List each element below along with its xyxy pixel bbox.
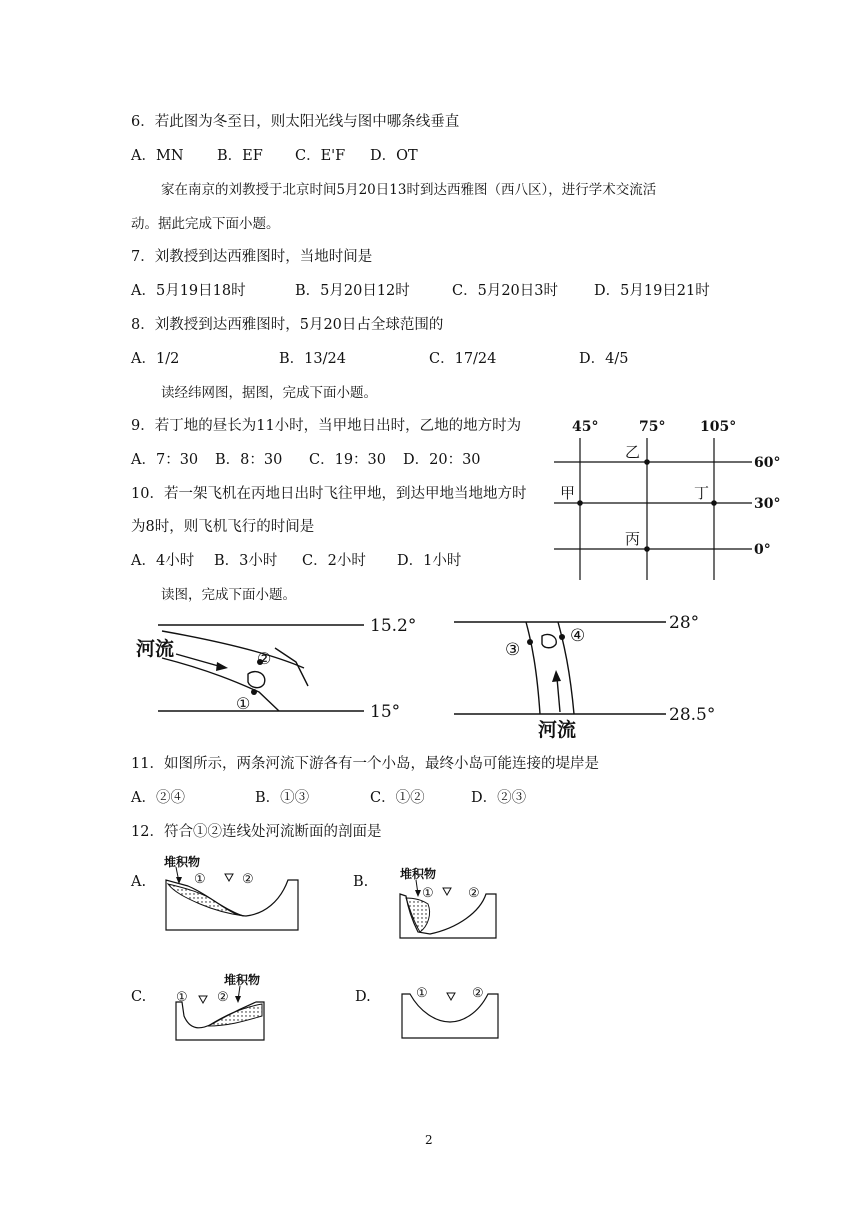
deposit-label-a: 堆积物	[164, 855, 201, 869]
mark-1-left: ①	[236, 694, 251, 713]
q10-stem-line1: 10．若一架飞机在丙地日出时飞往甲地，到达甲地当地地方时	[131, 486, 527, 502]
q11-option-b: B．①③	[255, 790, 310, 806]
mark2-d: ②	[472, 986, 484, 1001]
label-ding: 丁	[694, 484, 710, 502]
q8-option-c: C．17/24	[429, 351, 497, 367]
q9-option-c: C．19：30	[309, 452, 386, 468]
lat-label-15: 15°	[370, 702, 401, 722]
point-yi	[644, 459, 650, 465]
q7-stem: 7．刘教授到达西雅图时，当地时间是	[131, 249, 373, 265]
q10-option-b: B．3小时	[214, 553, 278, 569]
point-1-dot	[251, 689, 257, 695]
profile-c	[168, 970, 318, 1046]
q10-stem-line2: 为8时，则飞机飞行的时间是	[131, 519, 315, 535]
point-3-dot	[527, 639, 533, 645]
lat-label-28-5: 28.5°	[669, 705, 716, 725]
q8-stem: 8．刘教授到达西雅图时，5月20日占全球范围的	[131, 317, 444, 333]
mark-3-right: ③	[505, 640, 521, 660]
q9-option-d: D．20：30	[403, 452, 481, 468]
q11-option-a: A．②④	[131, 790, 185, 806]
intro-9: 读经纬网图，据图，完成下面小题。	[161, 385, 377, 401]
q9-stem: 9．若丁地的昼长为11小时，当甲地日出时，乙地的地方时为	[131, 418, 522, 434]
q12-option-b-letter: B.	[353, 874, 369, 890]
q6-option-d: D．OT	[370, 148, 418, 164]
water-level-a	[225, 874, 233, 881]
q10-option-c: C．2小时	[302, 553, 366, 569]
intro-11: 读图，完成下面小题。	[161, 587, 296, 603]
q6-stem: 6．若此图为冬至日，则太阳光线与图中哪条线垂直	[131, 114, 460, 130]
q12-stem: 12．符合①②连线处河流断面的剖面是	[131, 824, 382, 840]
point-jia	[577, 500, 583, 506]
mark1-c: ①	[176, 990, 188, 1005]
point-ding	[711, 500, 717, 506]
island-right	[542, 634, 556, 647]
water-level-b	[443, 888, 451, 895]
q12-option-c-letter: C.	[131, 989, 147, 1005]
deposit-label-b: 堆积物	[400, 867, 437, 881]
page-number: 2	[425, 1133, 433, 1147]
island-left	[248, 672, 265, 688]
q8-option-d: D．4/5	[579, 351, 629, 367]
lat-label-60: 60°	[754, 455, 781, 471]
river-bank-left	[526, 622, 540, 714]
river-figure-right	[450, 608, 730, 740]
q9-option-b: B．8：30	[215, 452, 283, 468]
q7-option-b: B．5月20日12时	[295, 283, 410, 299]
mark1-b: ①	[422, 886, 434, 901]
river-label-left: 河流	[136, 638, 175, 660]
q7-option-a: A．5月19日18时	[131, 283, 246, 299]
lon-label-75: 75°	[639, 419, 666, 435]
q10-option-a: A．4小时	[131, 553, 195, 569]
flow-arrow-head-right	[552, 670, 561, 682]
lon-label-105: 105°	[700, 419, 737, 435]
lat-label-0: 0°	[754, 542, 771, 558]
intro-7-line1: 家在南京的刘教授于北京时间5月20日13时到达西雅图（西八区），进行学术交流活	[161, 182, 657, 198]
mark1-a: ①	[194, 872, 206, 887]
label-bing: 丙	[625, 530, 641, 548]
flow-arrow-head	[216, 662, 228, 671]
mark2-a: ②	[242, 872, 254, 887]
q6-option-c: C．E'F	[295, 148, 346, 164]
q11-option-c: C．①②	[370, 790, 425, 806]
q10-option-d: D．1小时	[397, 553, 462, 569]
point-4-dot	[559, 634, 565, 640]
q11-stem: 11．如图所示，两条河流下游各有一个小岛，最终小岛可能连接的堤岸是	[131, 756, 599, 772]
mark1-d: ①	[416, 986, 428, 1001]
q8-option-a: A．1/2	[131, 351, 180, 367]
q7-option-d: D．5月19日21时	[594, 283, 710, 299]
deposit-b	[406, 898, 430, 932]
graticule-map	[548, 414, 788, 584]
lat-label-28: 28°	[669, 613, 700, 633]
lat-label-30: 30°	[754, 496, 781, 512]
q11-option-d: D．②③	[471, 790, 527, 806]
label-jia: 甲	[560, 484, 576, 502]
flow-arrow-right	[557, 678, 560, 712]
mark2-c: ②	[217, 990, 229, 1005]
q6-option-b: B．EF	[217, 148, 263, 164]
mark-4-right: ④	[570, 626, 586, 646]
q12-option-a-letter: A.	[131, 874, 147, 890]
mark-2-left: ②	[257, 649, 272, 668]
water-level-c	[199, 996, 207, 1003]
river-bank-upper	[162, 631, 304, 668]
profile-b	[392, 864, 542, 944]
q9-option-a: A．7：30	[131, 452, 199, 468]
water-level-d	[447, 993, 455, 1000]
intro-7-line2: 动。据此完成下面小题。	[131, 216, 280, 232]
deposit-a	[168, 884, 244, 916]
deposit-label-c: 堆积物	[224, 973, 261, 987]
q7-option-c: C．5月20日3时	[452, 283, 558, 299]
flow-arrow	[176, 654, 222, 667]
river-label-right: 河流	[538, 719, 577, 740]
q8-option-b: B．13/24	[279, 351, 346, 367]
q6-option-a: A．MN	[131, 148, 184, 164]
profile-a	[160, 852, 310, 934]
point-bing	[644, 546, 650, 552]
deposit-c	[208, 1004, 262, 1026]
label-yi: 乙	[625, 443, 641, 461]
profile-d	[398, 978, 518, 1042]
lon-label-45: 45°	[572, 419, 599, 435]
lat-label-15-2: 15.2°	[370, 616, 417, 636]
q12-option-d-letter: D.	[355, 989, 371, 1005]
river-figure-left	[124, 610, 424, 728]
mark2-b: ②	[468, 886, 480, 901]
